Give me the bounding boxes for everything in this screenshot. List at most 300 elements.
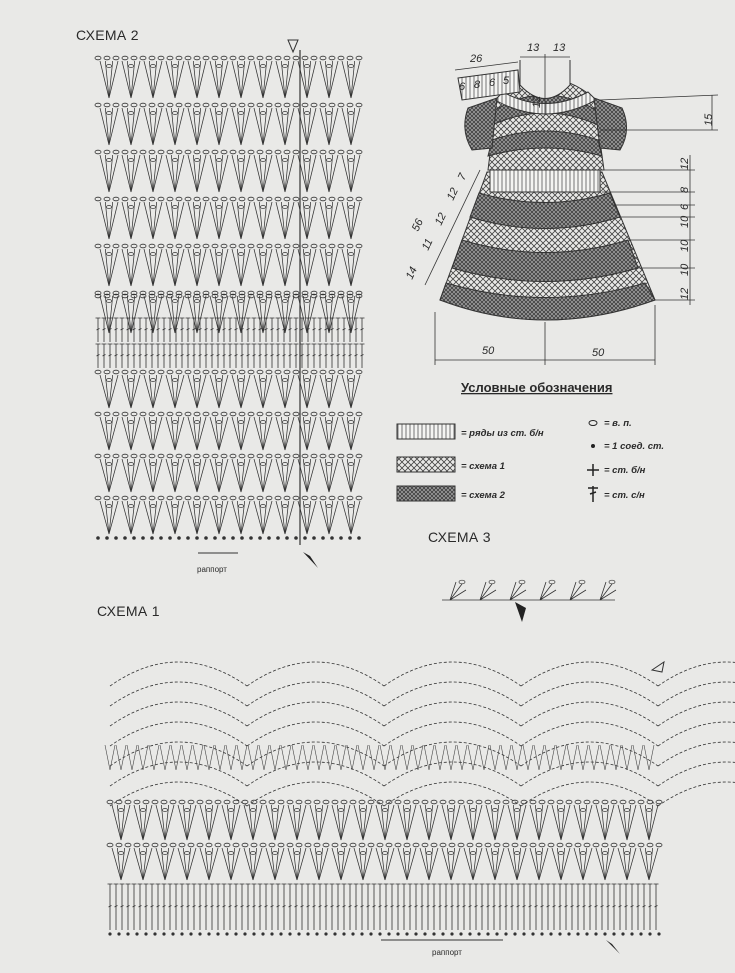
fan-stitch xyxy=(640,805,658,840)
dc-stitch xyxy=(522,884,527,930)
chain-stitch xyxy=(185,197,191,201)
chain-stitch xyxy=(266,197,272,201)
chain-stitch xyxy=(107,252,112,255)
chain-stitch xyxy=(503,800,509,804)
dc-stitch xyxy=(240,344,245,368)
chain-stitch xyxy=(283,462,288,465)
dim-bottom-left: 50 xyxy=(482,345,495,357)
dim-sleeve: 15 xyxy=(703,113,715,126)
fan-stitch xyxy=(232,296,250,333)
chain-stitch xyxy=(278,800,284,804)
dc-stitch xyxy=(312,318,317,342)
dc-stitch xyxy=(246,318,251,342)
chain-stitch xyxy=(602,800,608,804)
dc-stitch xyxy=(558,884,563,930)
chain-stitch xyxy=(293,150,299,154)
chain-stitch xyxy=(104,103,110,107)
chain-stitch xyxy=(305,252,310,255)
chain-stitch xyxy=(104,454,110,458)
fan-stitch xyxy=(464,805,482,840)
dc-stitch xyxy=(180,884,185,930)
chain-stitch xyxy=(151,158,156,161)
dc-stitch xyxy=(510,884,515,930)
fan-stitch xyxy=(122,108,140,145)
dc-stitch xyxy=(288,344,293,368)
chain-stitch xyxy=(257,150,263,154)
dc-stitch xyxy=(102,344,107,368)
chain-stitch xyxy=(261,111,266,114)
dc-stitch xyxy=(426,884,431,930)
fan-stitch xyxy=(166,61,184,98)
legend-title: Условные обозначения xyxy=(461,380,613,395)
chain-stitch xyxy=(656,843,662,847)
chain-stitch xyxy=(611,800,617,804)
chain-stitch xyxy=(239,111,244,114)
base-stitch xyxy=(297,932,300,935)
dc-stitch xyxy=(642,884,647,930)
chain-stitch xyxy=(485,843,491,847)
chain-stitch xyxy=(151,205,156,208)
fan-stitch xyxy=(166,108,184,145)
chain-stitch xyxy=(215,843,221,847)
dc-stitch xyxy=(372,884,377,930)
fan-stitch xyxy=(276,155,294,192)
dim-neck-right: 13 xyxy=(553,42,566,54)
chain-stitch xyxy=(251,851,256,854)
fan-stitch xyxy=(320,501,338,534)
chain-stitch xyxy=(129,111,134,114)
chain-stitch xyxy=(122,412,128,416)
chain-stitch xyxy=(119,808,124,811)
chain-stitch xyxy=(440,843,446,847)
chain-stitch xyxy=(266,454,272,458)
chain-stitch xyxy=(140,412,146,416)
chain-stitch xyxy=(327,64,332,67)
base-stitch xyxy=(168,536,172,540)
chain-stitch xyxy=(305,158,310,161)
chain-stitch xyxy=(349,299,354,302)
chain-stitch xyxy=(195,462,200,465)
chain-stitch xyxy=(338,370,344,374)
dc-stitch xyxy=(342,344,347,368)
fan-stitch xyxy=(134,805,152,840)
chain-stitch xyxy=(283,252,288,255)
chain-stitch xyxy=(158,454,164,458)
fan-stitch xyxy=(332,805,350,840)
fan-stitch xyxy=(178,805,196,840)
fan-stitch xyxy=(342,61,360,98)
dc-stitch xyxy=(318,318,323,342)
fan-stitch xyxy=(222,848,240,880)
dc-stitch xyxy=(336,884,341,930)
chain-stitch xyxy=(329,496,335,500)
fan-stitch xyxy=(100,417,118,450)
fan-stitch xyxy=(552,848,570,880)
chain-stitch xyxy=(356,454,362,458)
chain-stitch xyxy=(377,843,383,847)
chain-stitch xyxy=(275,370,281,374)
chain-stitch xyxy=(122,197,128,201)
dc-stitch xyxy=(102,318,107,342)
chain-stitch xyxy=(537,851,542,854)
chain-stitch xyxy=(113,496,119,500)
fan-stitch xyxy=(100,61,118,98)
chain-stitch xyxy=(471,808,476,811)
dc-stitch xyxy=(138,884,143,930)
base-stitch xyxy=(540,932,543,935)
chain-stitch xyxy=(151,378,156,381)
legend xyxy=(397,380,664,502)
chain-stitch xyxy=(149,103,155,107)
v-stitch xyxy=(391,745,401,770)
chain-stitch xyxy=(593,843,599,847)
chain-stitch xyxy=(195,299,200,302)
chain-stitch xyxy=(122,103,128,107)
fan-stitch xyxy=(298,296,316,333)
chain-stitch xyxy=(311,370,317,374)
chain-stitch xyxy=(338,197,344,201)
chain-stitch xyxy=(273,851,278,854)
v-stitch xyxy=(567,745,577,770)
chain-stitch xyxy=(427,851,432,854)
fan-stitch xyxy=(166,417,184,450)
v-stitch xyxy=(292,745,302,770)
base-stitch xyxy=(285,536,289,540)
fan-stitch xyxy=(298,202,316,239)
dc-stitch xyxy=(282,344,287,368)
chain-stitch xyxy=(625,808,630,811)
chain-stitch xyxy=(248,454,254,458)
chain-stitch xyxy=(239,454,245,458)
chain-stitch xyxy=(295,808,300,811)
fan-stitch xyxy=(144,202,162,239)
chain-stitch xyxy=(512,843,518,847)
dc-stitch xyxy=(546,884,551,930)
fan-stitch xyxy=(354,848,372,880)
fan-stitch xyxy=(442,848,460,880)
base-stitch xyxy=(315,932,318,935)
chain-stitch xyxy=(320,103,326,107)
dc-stitch xyxy=(132,884,137,930)
chain-stitch xyxy=(503,843,509,847)
dc-stitch xyxy=(438,884,443,930)
chain-stitch xyxy=(140,103,146,107)
scheme-3-stitch xyxy=(480,582,496,600)
chain-stitch xyxy=(261,205,266,208)
chain-stitch xyxy=(248,197,254,201)
base-stitch xyxy=(225,932,228,935)
fan-stitch xyxy=(298,501,316,534)
chain-stitch xyxy=(152,843,158,847)
dc-stitch xyxy=(180,318,185,342)
dc-stitch xyxy=(144,318,149,342)
fan-stitch xyxy=(320,155,338,192)
chain-stitch xyxy=(176,412,182,416)
dc-stitch xyxy=(234,318,239,342)
fan-stitch xyxy=(144,501,162,534)
v-stitch xyxy=(204,745,214,770)
fan-stitch xyxy=(100,459,118,492)
arch-row xyxy=(384,722,521,746)
chain-stitch xyxy=(151,504,156,507)
scheme-1-end-arrow-icon xyxy=(606,940,620,954)
fan-stitch xyxy=(442,805,460,840)
dim-right: 12 xyxy=(679,157,691,170)
dc-stitch xyxy=(342,884,347,930)
dc-stitch xyxy=(456,884,461,930)
base-stitch xyxy=(279,932,282,935)
chain-stitch xyxy=(140,454,146,458)
chain-stitch xyxy=(283,378,288,381)
dc-stitch xyxy=(114,884,119,930)
chain-stitch xyxy=(116,800,122,804)
fan-stitch xyxy=(210,296,228,333)
chain-stitch xyxy=(261,504,266,507)
dim-left: 14 xyxy=(403,265,420,282)
fan-stitch xyxy=(508,805,526,840)
v-stitch xyxy=(446,745,456,770)
chain-stitch xyxy=(349,504,354,507)
dc-stitch xyxy=(336,344,341,368)
arch-row xyxy=(384,682,521,706)
chain-stitch xyxy=(323,800,329,804)
chain-stitch xyxy=(356,244,362,248)
legend-symbol-dc: = ст. с/н xyxy=(604,490,645,501)
chain-stitch xyxy=(296,843,302,847)
chain-stitch xyxy=(302,370,308,374)
fan-stitch xyxy=(342,296,360,333)
chain-stitch xyxy=(104,496,110,500)
chain-stitch xyxy=(431,800,437,804)
fan-stitch xyxy=(232,375,250,408)
chain-stitch xyxy=(383,851,388,854)
chain-stitch xyxy=(284,454,290,458)
chain-stitch xyxy=(575,800,581,804)
v-stitch xyxy=(600,745,610,770)
chain-stitch xyxy=(620,843,626,847)
dim-bottom-right: 50 xyxy=(592,347,605,359)
end-arrow-icon xyxy=(303,552,318,568)
chain-stitch xyxy=(107,64,112,67)
chain-stitch xyxy=(338,103,344,107)
chain-stitch xyxy=(104,150,110,154)
chain-stitch xyxy=(251,843,257,847)
scheme-1-title: СХЕМА 1 xyxy=(97,603,160,619)
chain-stitch xyxy=(311,412,317,416)
chain-stitch xyxy=(609,580,615,584)
fan-stitch xyxy=(254,202,272,239)
chain-stitch xyxy=(129,64,134,67)
chain-stitch xyxy=(140,197,146,201)
chain-stitch xyxy=(647,843,653,847)
base-stitch xyxy=(312,536,316,540)
chain-stitch xyxy=(311,150,317,154)
chain-stitch xyxy=(284,197,290,201)
dc-stitch xyxy=(282,884,287,930)
chain-stitch xyxy=(329,197,335,201)
fan-stitch xyxy=(486,805,504,840)
dc-stitch xyxy=(324,344,329,368)
chain-stitch xyxy=(113,150,119,154)
chain-stitch xyxy=(140,370,146,374)
chain-stitch xyxy=(449,851,454,854)
chain-stitch xyxy=(311,103,317,107)
chain-stitch xyxy=(581,808,586,811)
base-stitch xyxy=(468,932,471,935)
chain-stitch xyxy=(203,150,209,154)
base-stitch xyxy=(288,932,291,935)
chain-stitch xyxy=(548,800,554,804)
dc-stitch xyxy=(492,884,497,930)
dc-stitch xyxy=(96,344,101,368)
fan-stitch xyxy=(210,108,228,145)
chain-stitch xyxy=(158,103,164,107)
base-stitch xyxy=(432,932,435,935)
fan-stitch xyxy=(232,501,250,534)
dress-diagram xyxy=(404,42,718,365)
fan-stitch xyxy=(618,848,636,880)
chain-stitch xyxy=(176,244,182,248)
chain-stitch xyxy=(368,800,374,804)
chain-stitch xyxy=(261,299,266,302)
fan-stitch xyxy=(100,155,118,192)
chain-stitch xyxy=(167,103,173,107)
chain-stitch xyxy=(314,800,320,804)
chain-stitch xyxy=(179,800,185,804)
dc-stitch xyxy=(186,884,191,930)
v-stitch xyxy=(413,745,423,770)
fan-stitch xyxy=(100,296,118,333)
chain-stitch xyxy=(149,370,155,374)
dc-stitch xyxy=(312,344,317,368)
chain-stitch xyxy=(221,103,227,107)
chain-stitch xyxy=(476,843,482,847)
chain-stitch xyxy=(125,843,131,847)
chain-stitch xyxy=(122,56,128,60)
chain-stitch xyxy=(242,800,248,804)
fan-stitch xyxy=(376,805,394,840)
fan-stitch xyxy=(288,848,306,880)
chain-stitch xyxy=(131,103,137,107)
arch-row xyxy=(521,682,658,706)
chain-stitch xyxy=(257,496,263,500)
dc-stitch xyxy=(162,318,167,342)
scheme-1 xyxy=(97,603,735,957)
chain-stitch xyxy=(260,800,266,804)
chain-stitch xyxy=(195,504,200,507)
arch-row xyxy=(384,662,521,686)
dim-right: 12 xyxy=(679,287,691,300)
chain-stitch xyxy=(257,197,263,201)
dc-stitch xyxy=(138,318,143,342)
chain-stitch xyxy=(356,370,362,374)
legend-swatch-scheme-1 xyxy=(397,457,455,472)
legend-swatch-scheme-2 xyxy=(397,486,455,501)
chain-stitch xyxy=(349,64,354,67)
v-stitch xyxy=(303,745,313,770)
base-stitch xyxy=(351,932,354,935)
chain-stitch xyxy=(275,150,281,154)
chain-stitch xyxy=(194,412,200,416)
chain-stitch xyxy=(233,843,239,847)
base-stitch xyxy=(258,536,262,540)
chain-stitch xyxy=(361,808,366,811)
fan-stitch xyxy=(276,375,294,408)
chain-stitch xyxy=(283,158,288,161)
dc-stitch xyxy=(468,884,473,930)
chain-stitch xyxy=(151,420,156,423)
base-stitch xyxy=(477,932,480,935)
dc-stitch xyxy=(576,884,581,930)
base-stitch xyxy=(132,536,136,540)
dc-stitch xyxy=(270,318,275,342)
dc-stitch xyxy=(354,344,359,368)
chain-stitch xyxy=(296,800,302,804)
chain-stitch xyxy=(185,454,191,458)
chain-stitch xyxy=(195,64,200,67)
fan-stitch xyxy=(254,459,272,492)
chain-stitch xyxy=(395,800,401,804)
base-stitch xyxy=(195,536,199,540)
base-stitch xyxy=(171,932,174,935)
fan-stitch xyxy=(122,155,140,192)
base-stitch xyxy=(198,932,201,935)
chain-stitch xyxy=(530,843,536,847)
dc-stitch xyxy=(276,318,281,342)
fan-stitch xyxy=(188,108,206,145)
dc-stitch xyxy=(144,344,149,368)
chain-stitch xyxy=(338,496,344,500)
chain-stitch xyxy=(230,56,236,60)
chain-stitch xyxy=(305,299,310,302)
dc-stitch xyxy=(486,884,491,930)
chain-stitch xyxy=(239,252,244,255)
chain-stitch xyxy=(248,412,254,416)
fan-stitch xyxy=(134,848,152,880)
dc-stitch xyxy=(402,884,407,930)
chain-stitch xyxy=(293,56,299,60)
dc-stitch xyxy=(348,344,353,368)
fan-stitch xyxy=(166,202,184,239)
chain-stitch xyxy=(188,800,194,804)
dc-stitch xyxy=(528,884,533,930)
chain-stitch xyxy=(248,150,254,154)
base-stitch xyxy=(216,932,219,935)
dc-stitch xyxy=(300,884,305,930)
base-stitch xyxy=(162,932,165,935)
chain-stitch xyxy=(161,800,167,804)
dc-stitch xyxy=(204,318,209,342)
chain-stitch xyxy=(107,158,112,161)
chain-stitch xyxy=(212,244,218,248)
fan-stitch xyxy=(100,202,118,239)
chain-stitch xyxy=(338,412,344,416)
chain-stitch xyxy=(221,150,227,154)
chain-stitch xyxy=(194,454,200,458)
scheme-3 xyxy=(428,529,616,622)
start-arrow-icon xyxy=(288,40,298,52)
chain-stitch xyxy=(230,370,236,374)
chain-stitch xyxy=(212,496,218,500)
legend-symbol-slip: = 1 соед. ст. xyxy=(604,441,664,452)
dc-stitch xyxy=(228,884,233,930)
chain-stitch xyxy=(266,412,272,416)
fan-stitch xyxy=(156,805,174,840)
dim-shoulder-part: 6 xyxy=(459,81,466,93)
base-stitch xyxy=(522,932,525,935)
base-stitch xyxy=(114,536,118,540)
dim-left: 12 xyxy=(432,211,449,228)
